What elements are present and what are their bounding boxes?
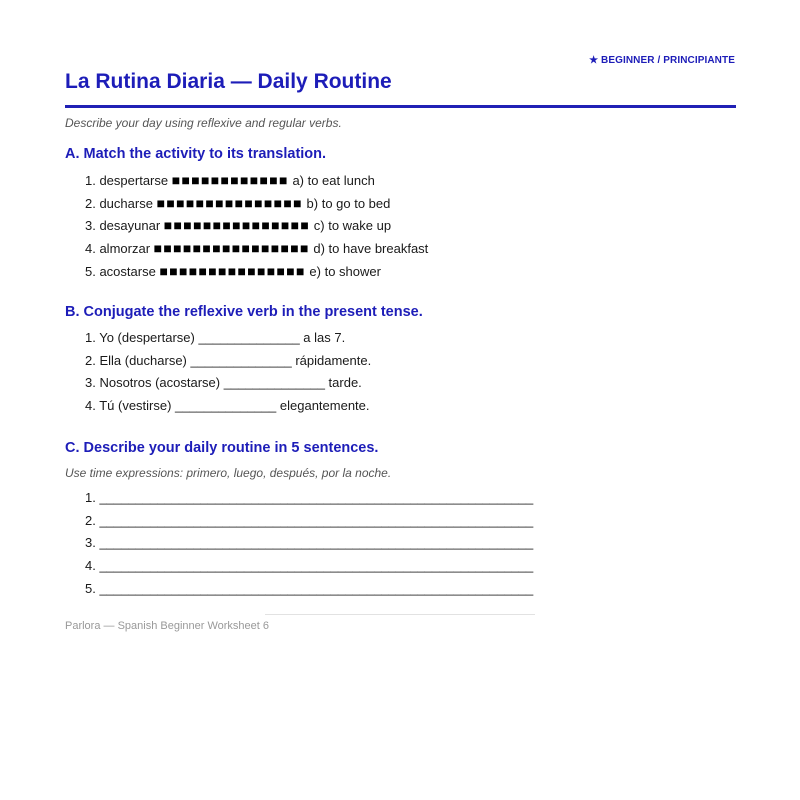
writing-lines — [85, 487, 533, 600]
writing-line: 1. ____________________________________________________________ — [85, 490, 534, 505]
match-list — [85, 169, 428, 282]
section-c-hint: Use time expressions: primero, luego, después, por la noche. — [65, 466, 392, 480]
match-item-translation: c) to wake up — [313, 218, 392, 234]
match-item — [85, 192, 428, 215]
level-tag: ★ BEGINNER / PRINCIPIANTE — [589, 55, 735, 66]
match-item-translation: a) to eat lunch — [292, 173, 375, 188]
writing-line: 2. ____________________________________________________________ — [85, 512, 534, 528]
match-item-leader: ■■■■■■■■■■■■■■■ — [156, 194, 303, 211]
section-b-heading: B. Conjugate the reflexive verb in the present tense. — [65, 304, 423, 320]
match-item — [85, 237, 428, 260]
match-item-verb: 3. desayunar — [85, 218, 161, 234]
conjugation-list — [85, 327, 371, 418]
section-a-heading: A. Match the activity to its translation. — [65, 146, 327, 162]
match-item — [85, 214, 428, 237]
writing-line: 5. ____________________________________________________________ — [85, 580, 534, 596]
conjugation-item: 4. Tú (vestirse) ______________ elegantemente. — [85, 398, 370, 414]
conjugation-item: 2. Ella (ducharse) ______________ rápidamente. — [85, 352, 372, 368]
match-item-leader: ■■■■■■■■■■■■■■■■ — [153, 240, 310, 257]
conjugation-item: 1. Yo (despertarse) ______________ a las 7. — [85, 330, 346, 345]
page-subtitle: Describe your day using reflexive and regular verbs. — [65, 116, 342, 130]
writing-line: 3. ____________________________________________________________ — [85, 535, 534, 551]
match-item-translation: b) to go to bed — [306, 195, 391, 211]
footer-divider — [265, 614, 535, 615]
match-item-translation: d) to have breakfast — [313, 241, 429, 257]
match-item — [85, 169, 428, 192]
match-item — [85, 260, 428, 283]
section-c-heading: C. Describe your daily routine in 5 sentences. — [65, 440, 379, 456]
match-item-verb: 4. almorzar — [85, 241, 151, 257]
footer-text: Parlora — Spanish Beginner Worksheet 6 — [65, 620, 270, 632]
match-item-verb: 2. ducharse — [85, 195, 153, 211]
title-divider — [65, 105, 736, 108]
match-item-leader: ■■■■■■■■■■■■■■■ — [163, 217, 311, 234]
match-item-translation: e) to shower — [309, 263, 381, 279]
writing-line: 4. ____________________________________________________________ — [85, 558, 534, 574]
match-item-verb: 5. acostarse — [85, 263, 156, 279]
match-item-leader: ■■■■■■■■■■■■■■■ — [159, 262, 306, 279]
conjugation-item: 3. Nosotros (acostarse) ______________ tarde. — [85, 375, 362, 391]
page-title: La Rutina Diaria — Daily Routine — [65, 70, 392, 93]
match-item-verb: 1. despertarse — [85, 173, 169, 188]
match-item-leader: ■■■■■■■■■■■■ — [171, 172, 289, 188]
